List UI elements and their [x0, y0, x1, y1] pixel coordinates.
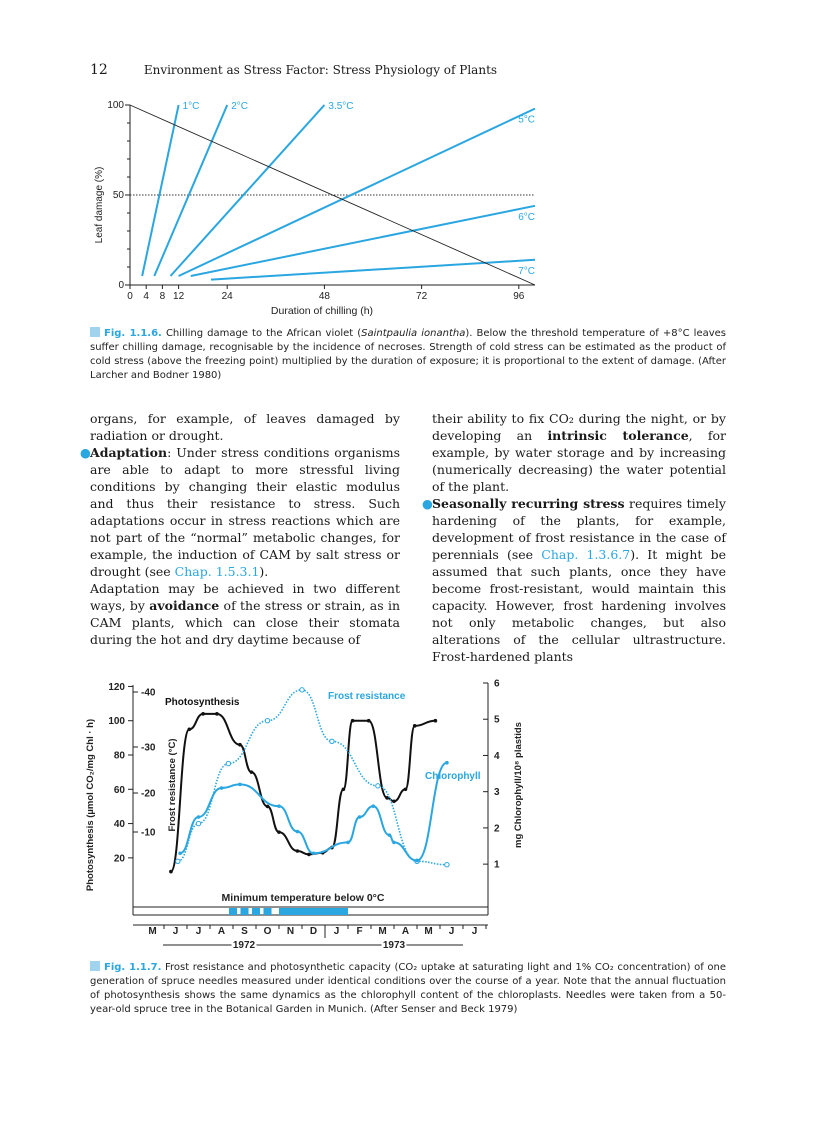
frost-day-bar	[279, 908, 302, 915]
frost-band-label: Minimum temperature below 0°C	[221, 892, 385, 904]
data-point	[188, 727, 192, 731]
left-tick-label: 20	[113, 853, 125, 865]
seasonal-stress-term: Seasonally recurring stress	[432, 496, 625, 511]
frost-day-bar	[302, 908, 325, 915]
data-point	[372, 804, 376, 808]
series-line-photosynthesis	[171, 714, 436, 872]
series-line-1C	[142, 105, 178, 276]
month-label: J	[471, 926, 478, 937]
series-label: 6°C	[518, 211, 535, 223]
page-number: 12	[90, 62, 108, 78]
frost-day-bar	[240, 908, 248, 915]
data-point	[445, 863, 449, 867]
intrinsic-tolerance-term: intrinsic tolerance	[547, 428, 689, 443]
month-label: N	[286, 926, 295, 937]
species-name: Saintpaulia ionantha	[361, 328, 466, 339]
left-paragraph-1: organs, for example, of leaves damaged by radiation or drought.	[90, 411, 400, 443]
data-point	[392, 799, 396, 803]
data-point	[413, 724, 417, 728]
data-point	[404, 787, 408, 791]
year-label: 1973	[382, 940, 406, 951]
right-column	[422, 410, 727, 665]
data-point	[196, 821, 200, 825]
x-tick-label: 4	[143, 291, 149, 302]
fig2-caption	[90, 961, 726, 1017]
month-label: D	[309, 926, 318, 937]
figure-marker-icon	[90, 961, 100, 971]
x-tick-label: 72	[416, 291, 428, 302]
left-p3-text: Adaptation may be achieved in two different ways, by	[90, 581, 400, 613]
y-axis-label: Leaf damage (%)	[94, 166, 105, 244]
right-tick-label: 6	[494, 678, 500, 690]
month-label: J	[448, 926, 455, 937]
data-point	[388, 833, 392, 837]
frost-resistance-label: Frost resistance	[328, 691, 406, 702]
frost-tick-label: -20	[141, 788, 156, 800]
x-tick-label: 96	[513, 291, 525, 302]
x-tick-label: 0	[127, 291, 133, 302]
photosynthesis-label: Photosynthesis	[165, 697, 240, 708]
right-p1-text-end: , for example, by water storage and by increasing (numerically decreasing) the water potential of the plant.	[432, 428, 727, 494]
month-label: A	[401, 926, 410, 937]
running-header	[90, 62, 730, 78]
frost-day-bar	[229, 908, 237, 915]
month-label: M	[378, 926, 387, 937]
month-label: J	[195, 926, 202, 937]
adaptation-bullet	[80, 444, 400, 580]
data-point	[415, 859, 419, 863]
data-point	[178, 851, 182, 855]
month-label: S	[241, 926, 248, 937]
frost-day-bar	[263, 908, 271, 915]
data-point	[215, 712, 219, 716]
left-tick-label: 100	[108, 716, 125, 728]
adaptation-end: ).	[259, 564, 269, 579]
fig1-caption-text: Chilling damage to the African violet (	[165, 328, 362, 339]
data-point	[392, 841, 396, 845]
data-point	[307, 853, 311, 857]
adaptation-term: Adaptation	[90, 445, 168, 460]
series-label: 2°C	[231, 101, 248, 112]
month-label: M	[148, 926, 157, 937]
data-point	[266, 805, 270, 809]
data-point	[226, 761, 230, 765]
avoidance-term: avoidance	[149, 598, 220, 613]
data-point	[296, 849, 300, 853]
right-tick-label: 2	[494, 823, 500, 835]
seasonal-text-end: ). It might be assumed that such plants, once they have become frost-resistant, would maintain this capacity. However, frost hardening involves not only metabolic changes, but also alterations of the cellular ultrastructure. Frost-hardened plants	[432, 547, 726, 664]
series-line-6C	[191, 206, 535, 276]
left-column	[80, 410, 400, 648]
data-point	[330, 739, 334, 743]
chap-1-5-3-1-link[interactable]: Chap. 1.5.3.1	[174, 564, 260, 579]
figure-marker-icon	[90, 327, 100, 337]
fig2-caption-text: Frost resistance and photosynthetic capacity (CO₂ uptake at saturating light and 1% CO₂ concentration) of one generation of spruce needles measured under identical conditions over the course of a year. Note that the annual fluctuation of photosynthesis shows the same dynamics as the chlorophyll content of the chloroplasts. Needles were taken from a 50-year-old spruce tree in the Botanical Garden in Munich. (After Senser and Beck 1979)	[90, 962, 726, 1015]
month-label: O	[263, 926, 272, 937]
series-line-frost-resistance	[178, 690, 447, 865]
frost-photosynthesis-chart	[85, 675, 545, 955]
x-tick-label: 24	[221, 291, 233, 302]
fig1-caption	[90, 327, 726, 383]
data-point	[300, 688, 304, 692]
data-point	[342, 787, 346, 791]
bullet-icon: ●	[80, 445, 91, 460]
fig2-label: Fig. 1.1.7.	[104, 962, 162, 973]
data-point	[445, 761, 449, 765]
series-label: 3.5°C	[328, 101, 354, 112]
frost-axis-label: Frost resistance (°C)	[167, 738, 178, 832]
series-line-2C	[154, 105, 227, 276]
left-tick-label: 60	[113, 784, 125, 796]
month-label: A	[217, 926, 226, 937]
frost-tick-label: -10	[141, 827, 156, 839]
data-point	[220, 786, 224, 790]
right-p1-text: their ability to fix CO₂ during the night, or by developing an	[432, 411, 726, 443]
series-line-35C	[171, 105, 325, 276]
series-label: 5°C	[518, 114, 535, 126]
fig1-label: Fig. 1.1.6.	[104, 328, 162, 339]
left-p3-text-end: of the stress or strain, as in CAM plants, which can close their stomata during the hot and dry daytime because of	[90, 598, 400, 647]
month-label: J	[172, 926, 179, 937]
series-label: 1°C	[182, 101, 200, 112]
month-label: F	[356, 926, 363, 937]
data-point	[265, 719, 269, 723]
series-label: 7°C	[518, 265, 535, 277]
x-tick-label: 8	[159, 291, 166, 302]
data-point	[277, 804, 281, 808]
right-tick-label: 3	[494, 787, 500, 799]
left-tick-label: 80	[113, 750, 125, 762]
frost-day-bar	[325, 908, 348, 915]
data-point	[434, 719, 438, 723]
chilling-damage-chart	[90, 95, 550, 320]
chap-1-3-6-7-link[interactable]: Chap. 1.3.6.7	[541, 547, 631, 562]
data-point	[351, 719, 355, 723]
bullet-icon: ●	[422, 496, 433, 511]
data-point	[296, 830, 300, 834]
data-point	[201, 712, 205, 716]
series-line-5C	[179, 109, 535, 276]
y-tick-label: 0	[118, 280, 124, 291]
fig1-caption-text-end: ). Below the threshold temperature of +8°C leaves suffer chilling damage, recognisable by the incidence of necroses. Strength of cold stress can be estimated as the product of cold stress (above the freezing point) multiplied by the duration of exposure; it is proportional to the extent of damage. (After Larcher and Bodner 1980)	[90, 328, 727, 381]
x-tick-label: 12	[173, 291, 185, 302]
seasonal-text: requires timely hardening of the plants, for example, development of frost resistance in the case of perennials (see	[432, 496, 726, 562]
right-tick-label: 4	[494, 750, 500, 762]
y-tick-label: 100	[107, 100, 124, 111]
data-point	[277, 830, 281, 834]
running-title: Environment as Stress Factor: Stress Physiology of Plants	[143, 63, 498, 77]
data-point	[367, 719, 371, 723]
data-point	[238, 783, 242, 787]
y-tick-label: 50	[112, 190, 124, 201]
right-tick-label: 5	[494, 714, 500, 726]
chlorophyll-axis-label: mg Chlorophyll/10⁸ plastids	[513, 722, 524, 848]
frost-tick-label: -40	[141, 687, 156, 699]
data-point	[376, 784, 380, 788]
x-axis-label: Duration of chilling (h)	[270, 305, 374, 317]
right-paragraph-1	[432, 410, 726, 495]
seasonal-stress-bullet	[422, 495, 726, 665]
left-paragraph-3	[90, 580, 400, 648]
data-point	[358, 815, 362, 819]
chlorophyll-label: Chlorophyll	[425, 771, 481, 782]
data-point	[176, 859, 180, 863]
data-point	[169, 870, 173, 874]
left-tick-label: 120	[108, 681, 125, 693]
frost-day-bar	[252, 908, 260, 915]
left-tick-label: 40	[113, 819, 125, 831]
data-point	[250, 770, 254, 774]
month-label: M	[424, 926, 433, 937]
data-point	[312, 851, 316, 855]
data-point	[346, 841, 350, 845]
frost-tick-label: -30	[141, 742, 156, 754]
adaptation-text: : Under stress conditions organisms are able to adapt to more stressful living conditions by changing their elastic modulus and thus their resistance to stress. Such adaptations occur in stress reactions which are not part of the “normal” metabolic changes, for example, the induction of CAM by salt stress or drought (see	[90, 445, 400, 579]
photosynthesis-axis-label: Photosynthesis (µmol CO₂/mg Chl · h)	[85, 718, 96, 892]
series-line-chlorophyll	[180, 763, 447, 861]
data-point	[385, 796, 389, 800]
x-tick-label: 48	[318, 291, 330, 302]
data-point	[197, 815, 201, 819]
right-tick-label: 1	[494, 859, 500, 871]
data-point	[238, 743, 242, 747]
month-label: J	[333, 926, 340, 937]
year-label: 1972	[232, 940, 256, 951]
